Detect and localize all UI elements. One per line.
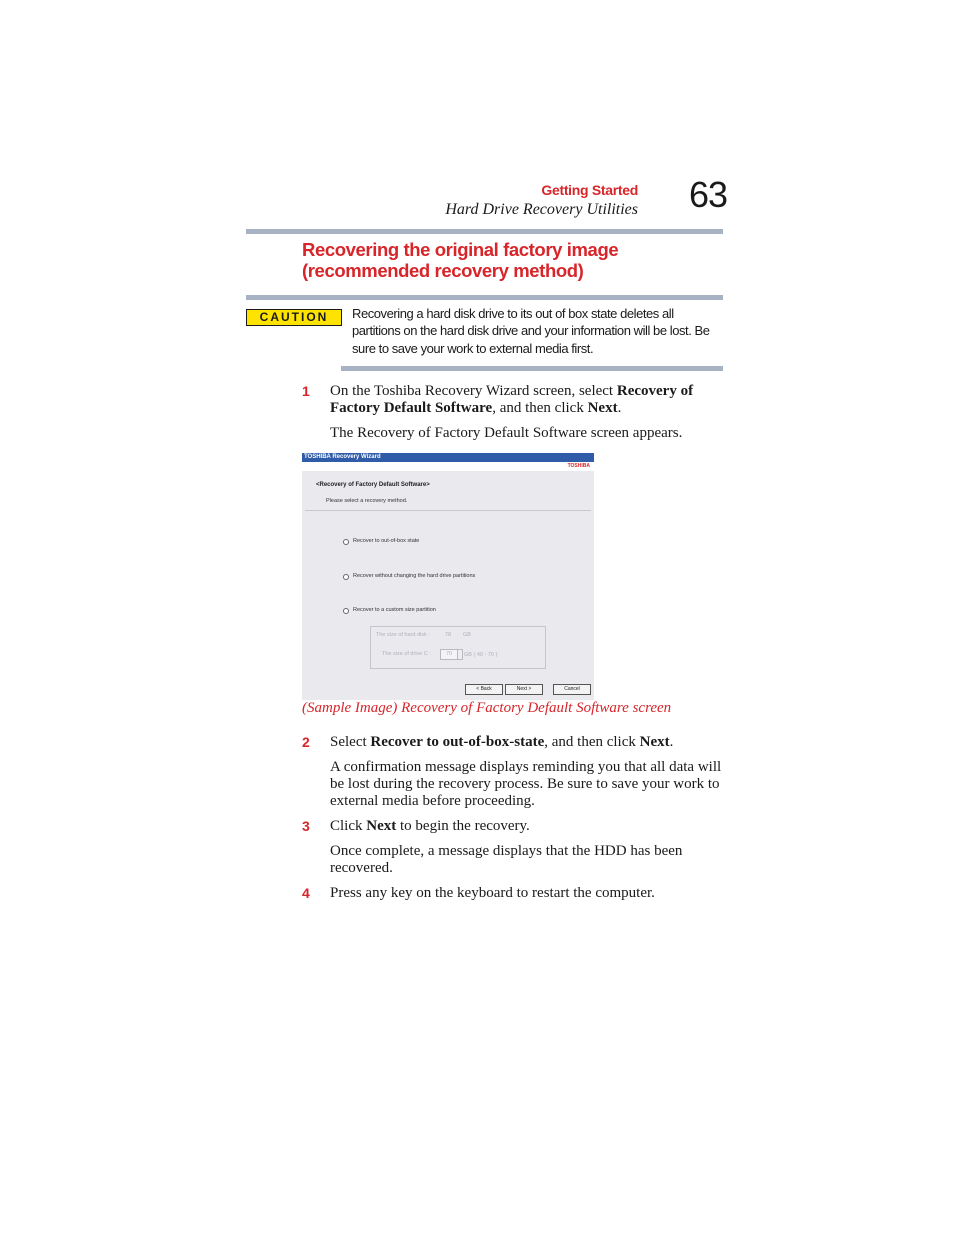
wizard-separator [305, 510, 591, 511]
step-text: On the Toshiba Recovery Wizard screen, select Recovery of Factory Default Software, and then click Next. [330, 383, 694, 416]
section-title: Recovering the original factory image (recommended recovery method) [302, 239, 619, 281]
option-custom-partition[interactable]: Recover to a custom size partition [353, 607, 436, 613]
header-rule [246, 229, 723, 234]
radio-out-of-box[interactable] [343, 539, 349, 545]
hard-disk-size-value: 78 [445, 632, 452, 638]
radio-keep-partitions[interactable] [343, 574, 349, 580]
hard-disk-size-label: The size of hard disk : [376, 632, 430, 638]
toshiba-logo: TOSHIBA [567, 463, 590, 469]
wizard-brand-bar [302, 462, 594, 471]
drive-c-spinner[interactable] [457, 649, 463, 660]
wizard-heading: <Recovery of Factory Default Software> [316, 482, 430, 488]
step-text: Click Next to begin the recovery. [330, 818, 530, 834]
caution-bottom-rule [341, 366, 723, 371]
back-button[interactable]: < Back [465, 684, 503, 695]
recovery-wizard-screenshot [302, 453, 594, 700]
step-followup: A confirmation message displays reminding you that all data will be lost during the recovery process. Be sure to save your work to external media before proceeding. [330, 759, 722, 809]
drive-c-size-label: The size of drive C : [382, 651, 431, 657]
step-number: 4 [302, 885, 310, 901]
caution-text: Recovering a hard disk drive to its out of box state deletes all partitions on the hard disk drive and your information will be lost. Be sure to save your work to external media first. [352, 306, 710, 356]
option-keep-partitions[interactable]: Recover without changing the hard drive partitions [353, 573, 476, 579]
step-number: 3 [302, 818, 310, 834]
step-number: 1 [302, 383, 310, 399]
caution-badge: CAUTION [246, 309, 342, 326]
step-text: Press any key on the keyboard to restart the computer. [330, 885, 655, 901]
step-text: Select Recover to out-of-box-state, and then click Next. [330, 734, 674, 750]
cancel-button[interactable]: Cancel [553, 684, 591, 695]
running-header-subsection: Hard Drive Recovery Utilities [445, 201, 638, 218]
page-number: 63 [689, 174, 728, 215]
next-button[interactable]: Next > [505, 684, 543, 695]
caution-top-rule [246, 295, 723, 300]
option-out-of-box[interactable]: Recover to out-of-box state [353, 538, 420, 544]
hard-disk-size-unit: GB [463, 632, 471, 638]
step-number: 2 [302, 734, 310, 750]
step-followup: The Recovery of Factory Default Software screen appears. [330, 425, 683, 441]
drive-c-size-input[interactable]: 70 [440, 649, 458, 660]
wizard-title: TOSHIBA Recovery Wizard [304, 454, 381, 460]
drive-c-size-range: GB ( 40 - 70 ) [464, 652, 498, 658]
radio-custom-partition[interactable] [343, 608, 349, 614]
running-header-section: Getting Started [541, 182, 638, 198]
step-followup: Once complete, a message displays that the HDD has been recovered. [330, 843, 683, 876]
figure-caption: (Sample Image) Recovery of Factory Default Software screen [302, 700, 672, 716]
wizard-instruction: Please select a recovery method. [326, 498, 408, 504]
